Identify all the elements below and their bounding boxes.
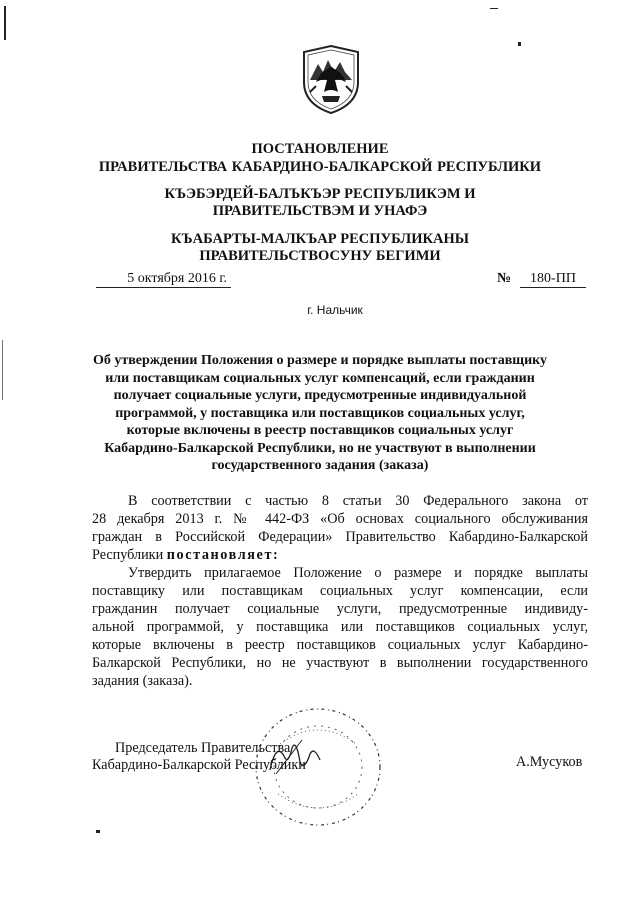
document-type: ПОСТАНОВЛЕНИЕ — [251, 141, 389, 157]
document-number — [520, 271, 586, 288]
issuer-russian: ПРАВИТЕЛЬСТВА КАБАРДИНО-БАЛКАРСКОЙ РЕСПУБЛИКИ — [98, 159, 542, 175]
body-line — [92, 546, 588, 564]
scan-speck — [96, 830, 100, 833]
date-text: 5 октября 2016 г. — [127, 271, 227, 286]
body-line: гражданин получает социальные услуги, предусмотренные индивиду- — [92, 601, 588, 617]
body-line: альной программой, у поставщика или поставщиков социальных услуг, — [92, 619, 588, 635]
number-label: № — [497, 271, 512, 286]
title-line: получает социальные услуги, предусмотренные индивидуальной — [113, 388, 527, 403]
title-line: или поставщикам социальных услуг компенсаций, если гражданин — [105, 370, 535, 386]
scan-speck — [490, 8, 498, 9]
preamble-paragraph — [92, 492, 588, 564]
scan-edge-mark — [4, 6, 6, 40]
issuer-karachay-balkar: КЪАБАРТЫ-МАЛКЪАР РЕСПУБЛИКАНЫ ПРАВИТЕЛЬСТВОСУНУ БЕГИМИ — [171, 231, 469, 264]
title-line: Об утверждении Положения о размере и порядке выплаты поставщику — [92, 353, 548, 368]
title-line: программой, у поставщика или поставщиков социальных услуг, — [115, 405, 525, 421]
body-line: задания (заказа). — [92, 673, 193, 689]
body-line: которые включены в реестр поставщиков социальных услуг Кабардино- — [92, 637, 588, 653]
operative-paragraph — [92, 564, 588, 690]
body-line: поставщику или поставщикам социальных услуг компенсации, если — [92, 583, 588, 599]
scan-edge-mark — [2, 340, 3, 400]
number-text: 180-ПП — [530, 271, 576, 286]
signatory-position-line1: Председатель Правительства — [115, 740, 291, 756]
republic-word: Республики — [92, 547, 164, 563]
signatory-name: А.Мусуков — [516, 754, 583, 770]
document-date — [96, 271, 231, 288]
city: г. Нальчик — [307, 303, 363, 317]
coat-of-arms-emblem — [296, 42, 366, 116]
title-line: государственного задания (заказа) — [211, 458, 429, 473]
title-line: Кабардино-Балкарской Республики, но не участвуют в выполнении — [104, 440, 536, 456]
title-line: которые включены в реестр поставщиков социальных услуг — [126, 423, 514, 438]
decree-word: постановляет: — [166, 547, 280, 563]
signatory-position-line2: Кабардино-Балкарской Республики — [92, 757, 306, 773]
body-line: Балкарской Республики, но не участвуют в выполнении государственного — [92, 655, 588, 671]
scan-speck — [518, 42, 521, 46]
body-line: Утвердить прилагаемое Положение о размере и порядке выплаты — [128, 565, 588, 581]
body-line: В соответствии с частью 8 статьи 30 Федерального закона от — [128, 493, 588, 509]
body-line: граждан в Российской Федерации» Правительство Кабардино-Балкарской — [92, 529, 588, 545]
document-title — [80, 352, 560, 475]
body-line: 28 декабря 2013 г. № 442-ФЗ «Об основах социального обслуживания — [92, 511, 588, 527]
issuer-kabardian: КЪЭБЭРДЕЙ-БАЛЪКЪЭР РЕСПУБЛИКЭМ И ПРАВИТЕЛЬСТВЭМ И УНАФЭ — [164, 186, 476, 219]
